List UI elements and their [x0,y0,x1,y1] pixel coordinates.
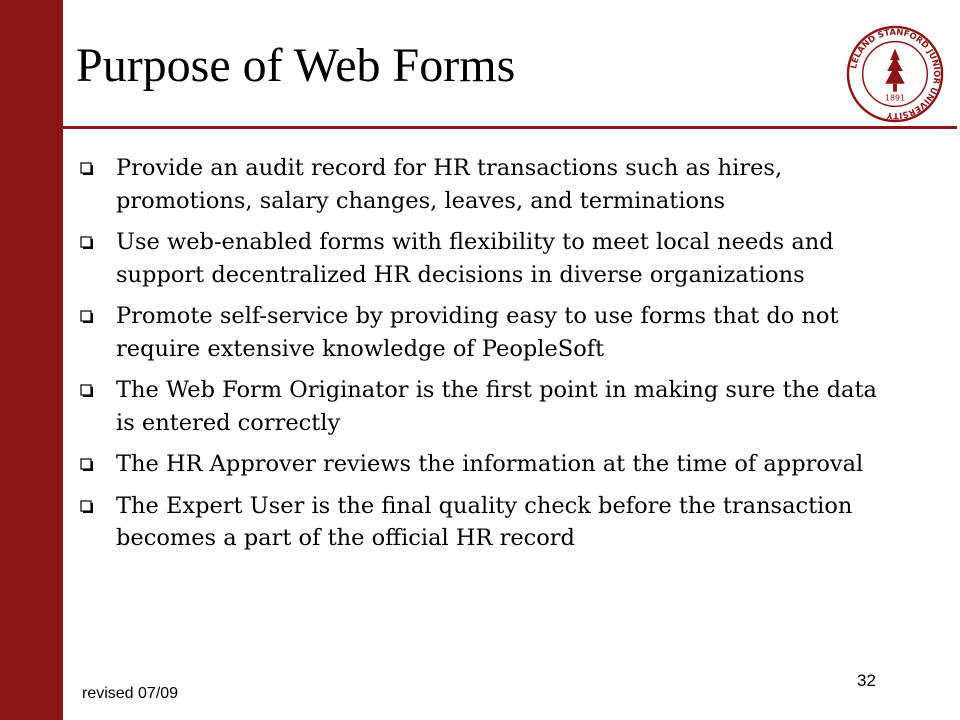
bullet-item [78,374,878,439]
bullet-item [78,300,878,365]
bullet-text: Provide an audit record for HR transactions such as hires, promotions, salary changes, leaves, and terminations [116,155,783,214]
bullet-item [78,490,878,555]
square-box-icon [80,162,94,176]
seal-text: LELAND STANFORD JUNIOR UNIVERSITY [848,26,943,122]
square-box-icon [80,384,94,398]
revision-date: revised 07/09 [82,685,179,702]
university-seal-icon [846,25,944,123]
left-accent-bar [0,0,63,720]
bullet-text: The Web Form Originator is the first point in making sure the data is entered correctly [116,377,877,436]
bullet-text: Use web-enabled forms with flexibility to meet local needs and support decentralized HR decisions in diverse organizations [116,229,834,288]
bullet-text: The HR Approver reviews the information at the time of approval [116,451,864,477]
bullet-item [78,448,878,481]
square-box-icon [80,310,94,324]
bullet-text: The Expert User is the final quality check before the transaction becomes a part of the official HR record [116,492,853,551]
square-box-icon [80,236,94,250]
page-number: 32 [857,671,876,690]
bullet-list [78,152,878,564]
bullet-item [78,226,878,291]
square-box-icon [80,500,94,514]
title-divider [63,126,957,129]
square-box-icon [80,458,94,472]
seal-year: 1891 [885,93,905,103]
bullet-text: Promote self-service by providing easy to use forms that do not require extensive knowledge of PeopleSoft [116,303,839,362]
bullet-item [78,152,878,217]
slide-title: Purpose of Web Forms [76,39,516,92]
